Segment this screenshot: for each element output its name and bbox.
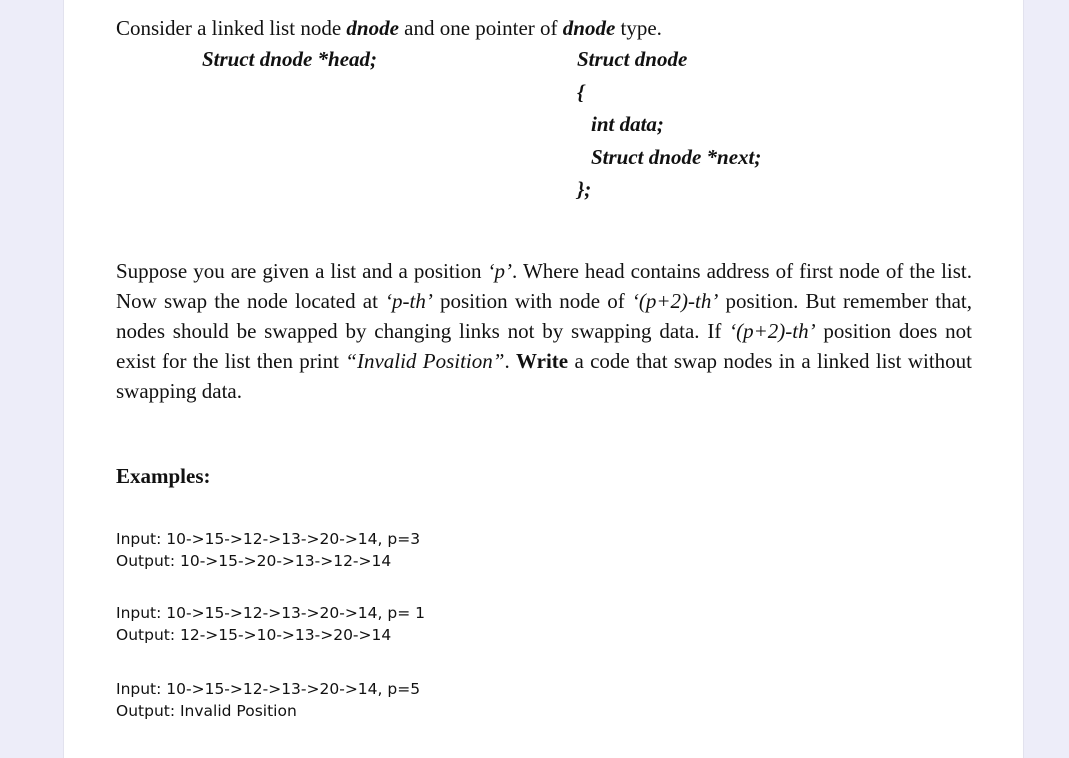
paragraph-segment: position with node of bbox=[432, 289, 632, 313]
paragraph-segment: a code that swap nodes in a linked list without swapping data. bbox=[116, 349, 972, 403]
example-output: Output: 10->15->20->13->12->14 bbox=[116, 552, 392, 570]
document-page bbox=[63, 0, 1024, 758]
paragraph-segment: ‘p’ bbox=[487, 259, 513, 283]
paragraph-segment: ‘p-th’ bbox=[385, 289, 433, 313]
intro-text: and one pointer of bbox=[398, 16, 563, 40]
intro-text: type. bbox=[615, 16, 662, 40]
intro-dnode: dnode bbox=[562, 16, 616, 40]
paragraph-segment: ‘(p+2)-th’ bbox=[729, 319, 816, 343]
paragraph-segment: . bbox=[504, 349, 517, 373]
example-output: Output: Invalid Position bbox=[116, 702, 297, 720]
example-input: Input: 10->15->12->13->20->14, p=5 bbox=[116, 680, 421, 698]
example-1 bbox=[116, 528, 420, 572]
paragraph-segment: position does not exist for the list then print bbox=[116, 319, 972, 373]
paragraph-segment: . Where head contains address of first node of the list. Now swap the node located at bbox=[116, 259, 972, 313]
example-2 bbox=[116, 602, 425, 646]
paragraph-segment: Write bbox=[516, 349, 569, 373]
intro-dnode: dnode bbox=[346, 16, 399, 40]
example-3 bbox=[116, 678, 420, 722]
paragraph-segment: Suppose you are given a list and a position bbox=[116, 259, 488, 283]
struct-line: int data; bbox=[591, 112, 664, 136]
struct-line: Struct dnode *next; bbox=[591, 145, 762, 169]
example-output: Output: 12->15->10->13->20->14 bbox=[116, 626, 392, 644]
struct-line: { bbox=[577, 80, 585, 104]
intro-sentence bbox=[116, 16, 662, 41]
intro-text: Consider a linked list node bbox=[116, 16, 347, 40]
paragraph-segment: position. But remember that, nodes should be swapped by changing links not by swapping data. If bbox=[116, 289, 972, 343]
examples-heading: Examples: bbox=[116, 464, 211, 488]
paragraph-segment: “Invalid Position” bbox=[345, 349, 505, 373]
struct-line: Struct dnode bbox=[577, 47, 688, 71]
problem-paragraph bbox=[116, 256, 972, 406]
paragraph-segment: ‘(p+2)-th’ bbox=[631, 289, 719, 313]
head-declaration: Struct dnode *head; bbox=[202, 47, 378, 71]
example-input: Input: 10->15->12->13->20->14, p= 1 bbox=[116, 604, 425, 622]
struct-line: }; bbox=[577, 177, 592, 201]
example-input: Input: 10->15->12->13->20->14, p=3 bbox=[116, 530, 421, 548]
